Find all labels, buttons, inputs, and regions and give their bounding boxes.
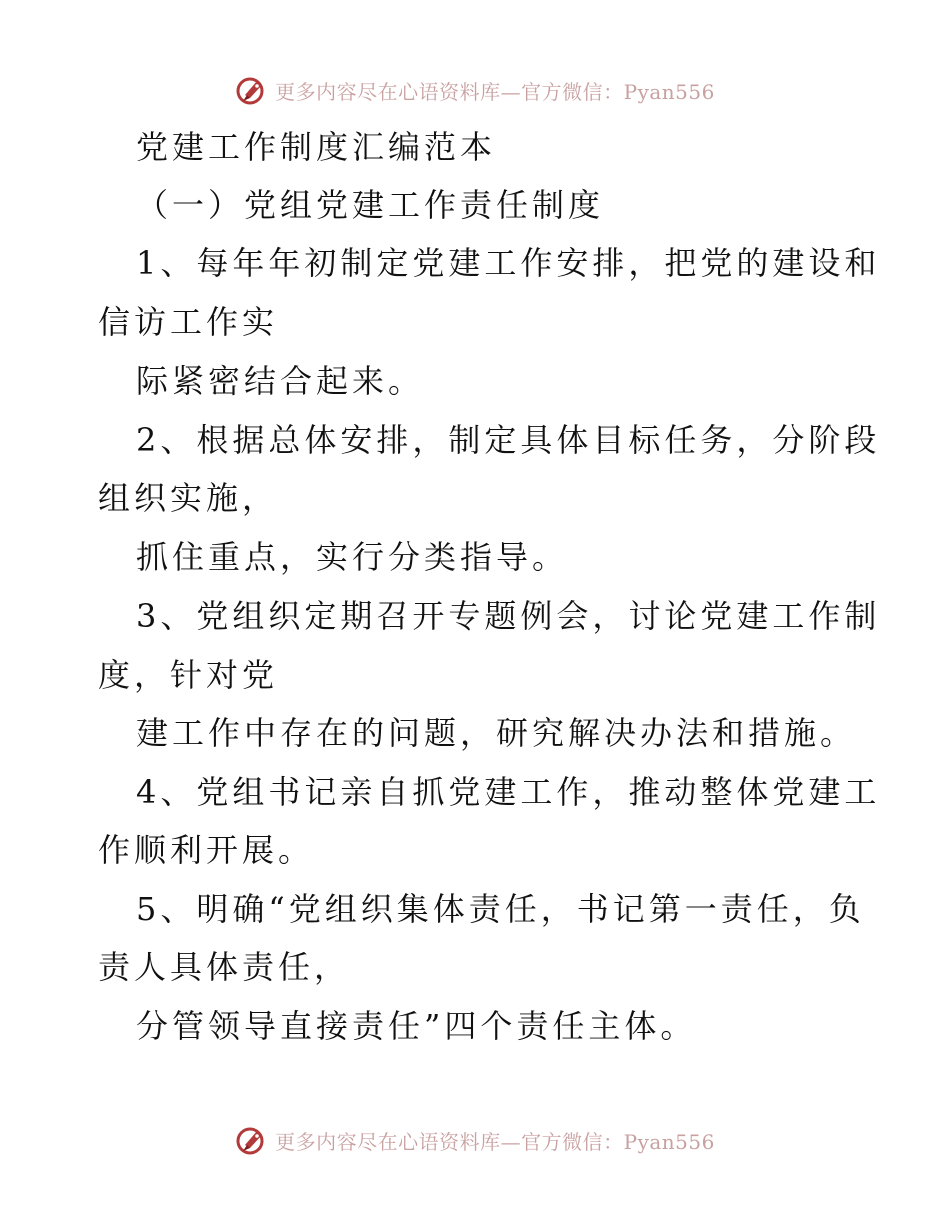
paragraph-line: 度，针对党 bbox=[98, 656, 279, 694]
paragraph-line: 3、党组织定期召开专题例会，讨论党建工作制 bbox=[136, 597, 881, 635]
pen-nib-logo-icon bbox=[235, 1123, 269, 1157]
paragraph-line: 组织实施， bbox=[98, 479, 279, 517]
paragraph-line: 责人具体责任， bbox=[98, 948, 351, 986]
paragraph-line: 建工作中存在的问题，研究解决办法和措施。 bbox=[136, 714, 857, 752]
section-heading: （一）党组党建工作责任制度 bbox=[136, 186, 605, 224]
header-brand-text: 更多内容尽在心语资料库—官方微信：Pyan556 bbox=[275, 79, 715, 104]
paragraph-line: 抓住重点，实行分类指导。 bbox=[136, 538, 569, 576]
pen-nib-logo-icon bbox=[235, 73, 269, 107]
footer-brand-text: 更多内容尽在心语资料库—官方微信：Pyan556 bbox=[275, 1129, 715, 1154]
brand-watermark bbox=[235, 1123, 715, 1157]
paragraph-line: 5、明确“党组织集体责任，书记第一责任，负 bbox=[136, 890, 865, 928]
paragraph-line: 际紧密结合起来。 bbox=[136, 362, 425, 400]
paragraph-line: 作顺利开展。 bbox=[98, 831, 315, 869]
page-header-watermark bbox=[0, 70, 950, 110]
page-footer-watermark bbox=[0, 1120, 950, 1160]
paragraph-line: 分管领导直接责任”四个责任主体。 bbox=[136, 1007, 697, 1045]
paragraph-line: 4、党组书记亲自抓党建工作，推动整体党建工 bbox=[136, 773, 881, 811]
paragraph-line: 1、每年年初制定党建工作安排，把党的建设和 bbox=[136, 244, 881, 282]
paragraph-line: 信访工作实 bbox=[98, 303, 279, 341]
paragraph-line: 2、根据总体安排，制定具体目标任务，分阶段 bbox=[136, 421, 881, 459]
document-title: 党建工作制度汇编范本 bbox=[136, 128, 497, 166]
brand-watermark bbox=[235, 73, 715, 107]
